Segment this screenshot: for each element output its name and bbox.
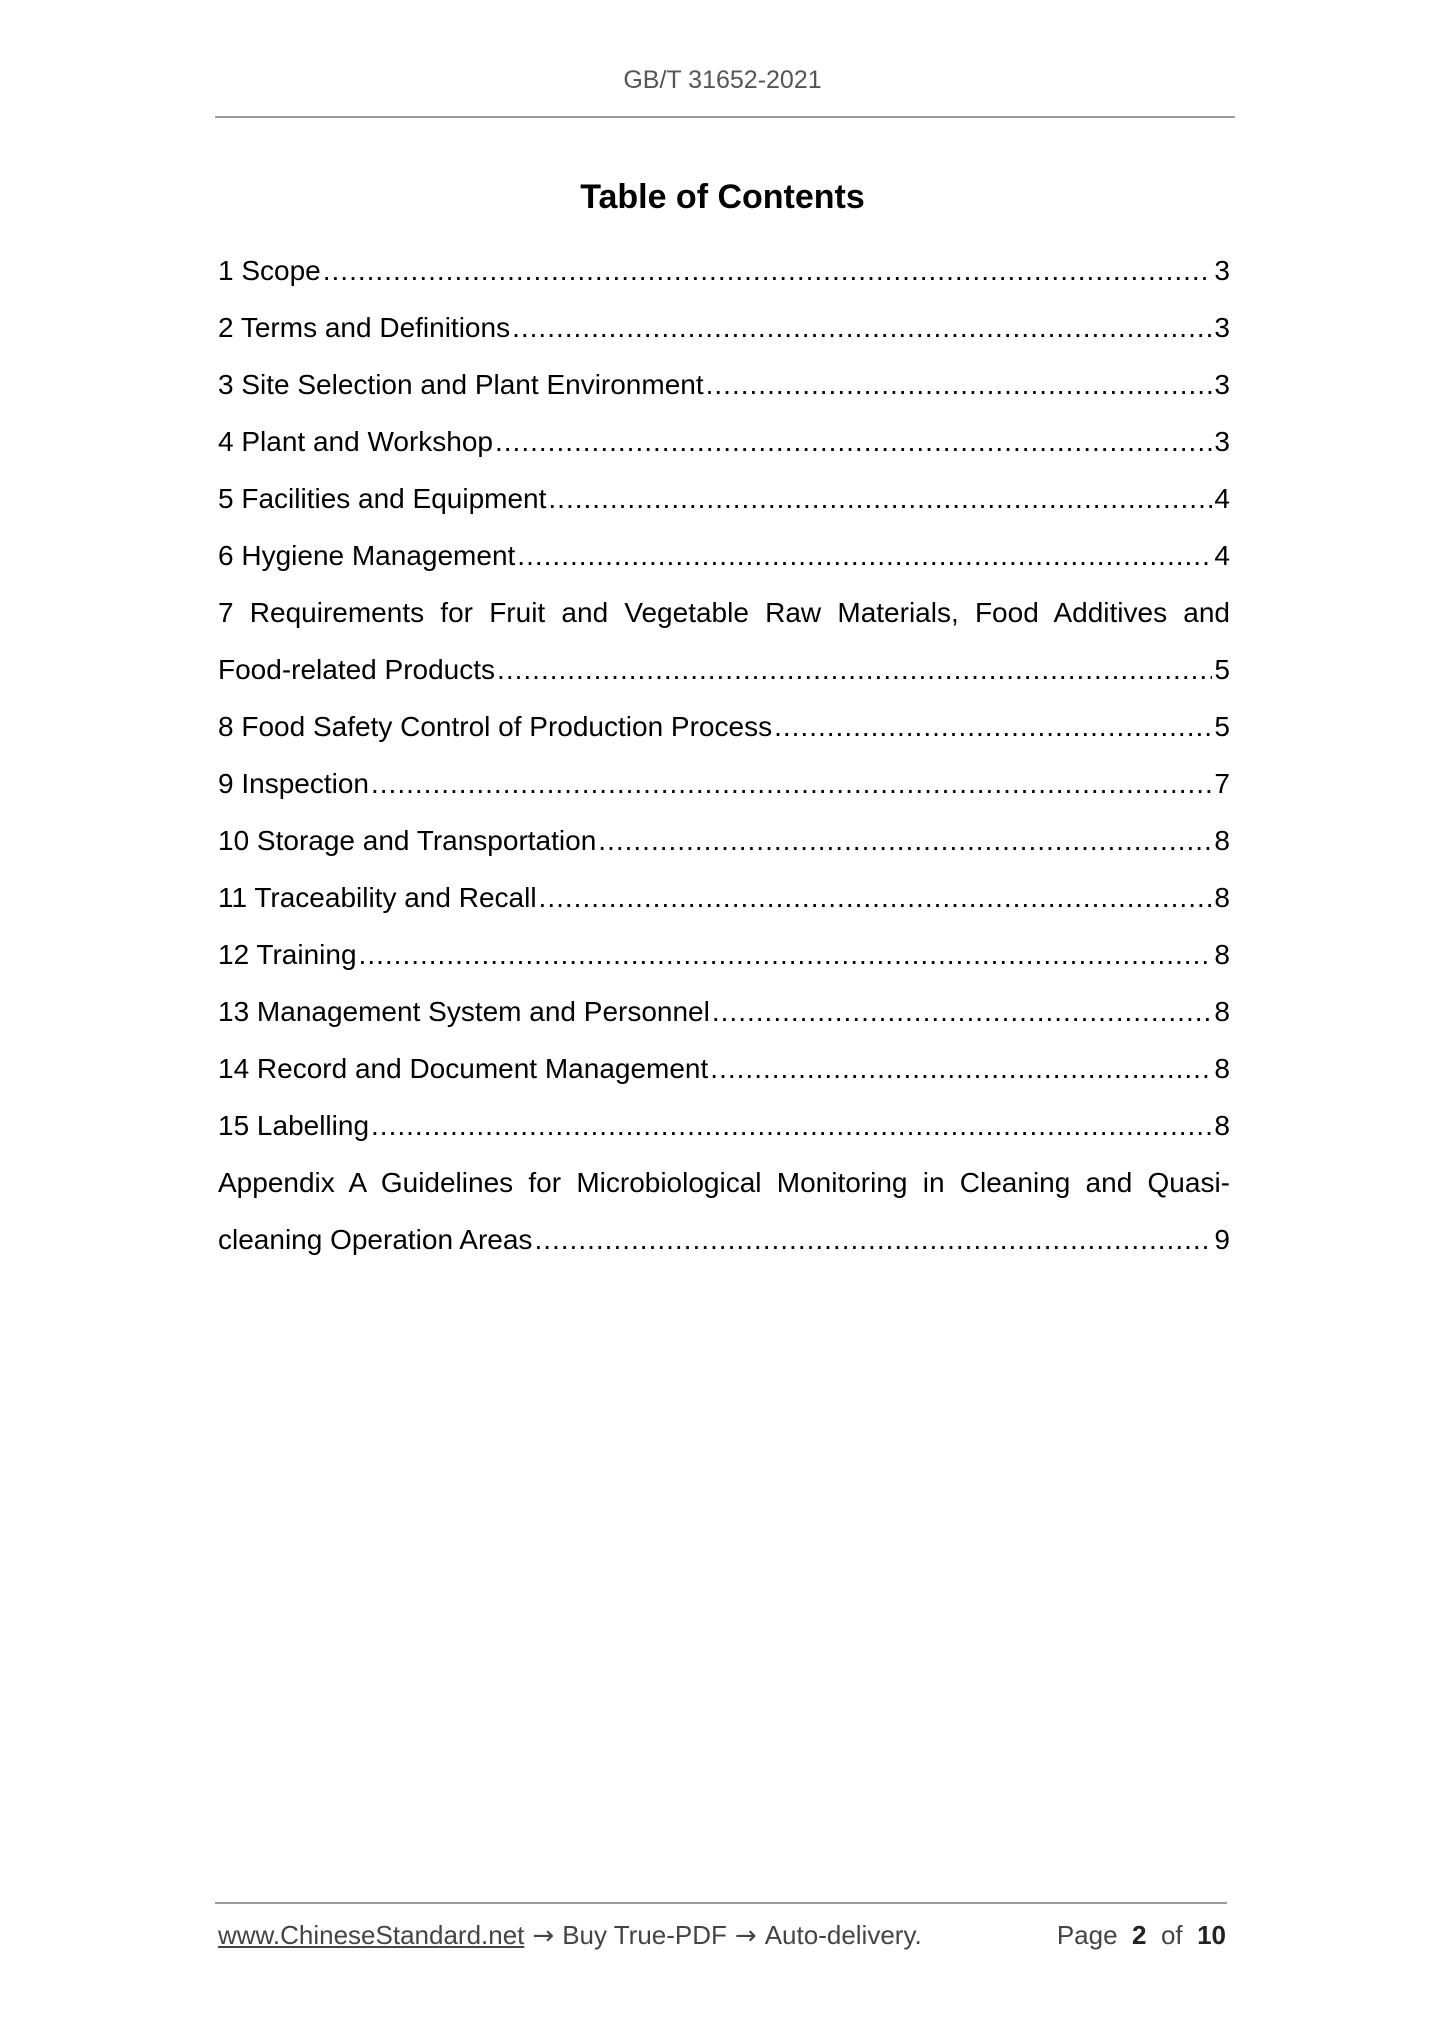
dot-leader bbox=[539, 869, 1213, 926]
dot-leader bbox=[548, 470, 1212, 527]
dot-leader bbox=[534, 1211, 1212, 1268]
toc-entry-raw-materials-requirements[interactable] bbox=[218, 584, 1230, 698]
dot-leader bbox=[497, 641, 1212, 698]
arrow-right-icon: → bbox=[734, 1921, 757, 1951]
toc-entry-page: 3 bbox=[1214, 255, 1230, 286]
toc-entry-page: 3 bbox=[1214, 312, 1230, 343]
toc-entry-page: 7 bbox=[1214, 768, 1230, 799]
toc-entry-title-line1: Appendix A Guidelines for Microbiological Monitoring in Cleaning and Quasi- bbox=[218, 1167, 1230, 1198]
toc-entry-inspection[interactable] bbox=[218, 755, 1230, 812]
toc-title: Table of Contents bbox=[580, 178, 865, 216]
toc-entry-title: 2 Terms and Definitions bbox=[218, 312, 511, 343]
toc-entry-page: 4 bbox=[1214, 540, 1230, 571]
dot-leader bbox=[712, 983, 1213, 1040]
toc-entry-record-and-document[interactable] bbox=[218, 1040, 1230, 1097]
toc-entry-site-selection[interactable] bbox=[218, 356, 1230, 413]
dot-leader bbox=[517, 527, 1212, 584]
toc-entry-appendix-a[interactable] bbox=[218, 1154, 1230, 1268]
dot-leader bbox=[706, 356, 1213, 413]
footer-promo bbox=[218, 1920, 922, 1951]
delivery-text: Auto-delivery. bbox=[764, 1920, 922, 1950]
toc-entry-scope[interactable] bbox=[218, 242, 1230, 299]
toc-entry-title: 4 Plant and Workshop bbox=[218, 426, 493, 457]
dot-leader bbox=[710, 1040, 1212, 1097]
toc-entry-hygiene-management[interactable] bbox=[218, 527, 1230, 584]
document-code-header: GB/T 31652-2021 bbox=[623, 66, 822, 94]
toc-entry-page: 8 bbox=[1214, 1110, 1230, 1141]
toc-entry-page: 3 bbox=[1214, 369, 1230, 400]
page-label: Page bbox=[1056, 1920, 1118, 1950]
toc-entry-title: 3 Site Selection and Plant Environment bbox=[218, 369, 704, 400]
toc-entry-title: 5 Facilities and Equipment bbox=[218, 483, 547, 514]
buy-text: Buy True-PDF bbox=[562, 1920, 727, 1950]
toc-entry-page: 8 bbox=[1214, 996, 1230, 1027]
toc-entry-terms-and-definitions[interactable] bbox=[218, 299, 1230, 356]
dot-leader bbox=[598, 812, 1212, 869]
toc-entry-plant-and-workshop[interactable] bbox=[218, 413, 1230, 470]
toc-entry-title-line1: 7 Requirements for Fruit and Vegetable Raw Materials, Food Additives and bbox=[218, 597, 1230, 628]
dot-leader bbox=[371, 755, 1212, 812]
dot-leader bbox=[512, 299, 1212, 356]
dot-leader bbox=[495, 413, 1212, 470]
toc-entry-title: 10 Storage and Transportation bbox=[218, 825, 597, 856]
site-link[interactable]: www.ChineseStandard.net bbox=[218, 1920, 525, 1950]
toc-entry-title: cleaning Operation Areas bbox=[218, 1224, 533, 1255]
toc-entry-food-safety-control[interactable] bbox=[218, 698, 1230, 755]
page-number bbox=[1057, 1920, 1226, 1951]
dot-leader bbox=[774, 698, 1212, 755]
toc-entry-page: 8 bbox=[1214, 939, 1230, 970]
header-divider bbox=[215, 116, 1235, 118]
toc-entry-labelling[interactable] bbox=[218, 1097, 1230, 1154]
dot-leader bbox=[359, 926, 1213, 983]
dot-leader bbox=[371, 1097, 1212, 1154]
toc-entry-training[interactable] bbox=[218, 926, 1230, 983]
toc-entry-page: 5 bbox=[1214, 654, 1230, 685]
toc-entry-title: 15 Labelling bbox=[218, 1110, 370, 1141]
toc-entry-storage-and-transportation[interactable] bbox=[218, 812, 1230, 869]
page-of-label: of bbox=[1160, 1920, 1183, 1950]
toc-entry-page: 3 bbox=[1214, 426, 1230, 457]
toc-entry-traceability-and-recall[interactable] bbox=[218, 869, 1230, 926]
toc-entry-page: 9 bbox=[1214, 1224, 1230, 1255]
toc-entry-title: 14 Record and Document Management bbox=[218, 1053, 709, 1084]
toc-entry-title: Food-related Products bbox=[218, 654, 496, 685]
toc-entry-page: 5 bbox=[1214, 711, 1230, 742]
toc-entry-title: 8 Food Safety Control of Production Process bbox=[218, 711, 773, 742]
page-total: 10 bbox=[1197, 1920, 1226, 1950]
toc-entry-title: 12 Training bbox=[218, 939, 357, 970]
toc-entry-facilities-and-equipment[interactable] bbox=[218, 470, 1230, 527]
toc-entry-page: 8 bbox=[1214, 882, 1230, 913]
toc-entry-title: 11 Traceability and Recall bbox=[218, 882, 537, 913]
toc-entry-page: 4 bbox=[1214, 483, 1230, 514]
page-current: 2 bbox=[1132, 1920, 1147, 1950]
toc-entry-management-system[interactable] bbox=[218, 983, 1230, 1040]
footer-divider bbox=[215, 1902, 1227, 1904]
page-footer bbox=[218, 1920, 1226, 1951]
toc-entry-title: 9 Inspection bbox=[218, 768, 369, 799]
toc-entry-page: 8 bbox=[1214, 1053, 1230, 1084]
toc-entry-title: 13 Management System and Personnel bbox=[218, 996, 710, 1027]
dot-leader bbox=[323, 242, 1213, 299]
toc-entry-page: 8 bbox=[1214, 825, 1230, 856]
arrow-right-icon: → bbox=[532, 1921, 555, 1951]
table-of-contents bbox=[218, 242, 1230, 1268]
toc-entry-title: 6 Hygiene Management bbox=[218, 540, 516, 571]
toc-entry-title: 1 Scope bbox=[218, 255, 321, 286]
